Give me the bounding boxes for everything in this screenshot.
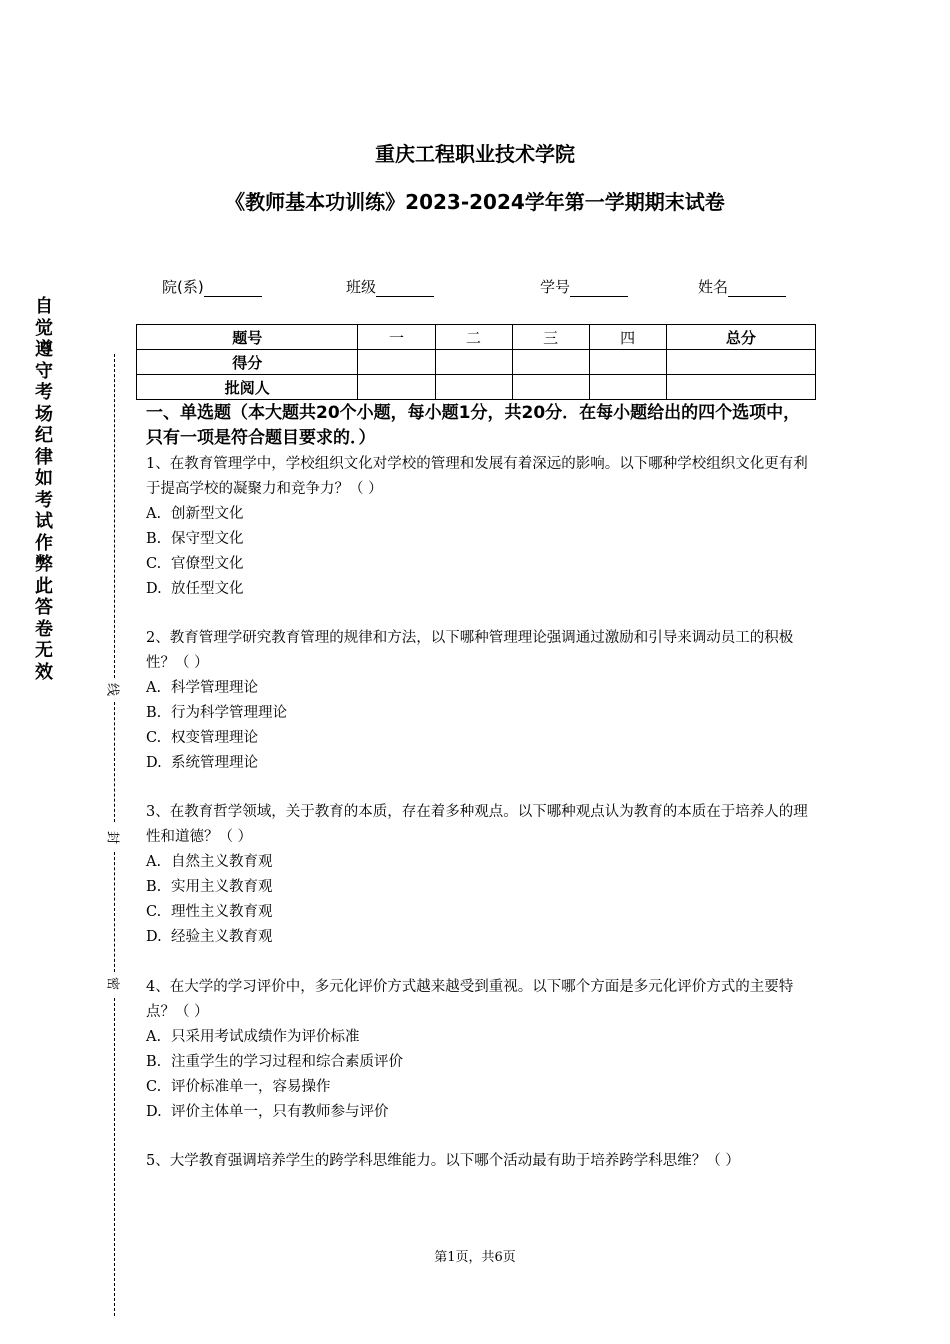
option-text: 权变管理理论: [171, 730, 258, 746]
name-label: 姓名: [698, 278, 729, 296]
score-header-cell: 一: [358, 325, 435, 350]
option-letter: D.: [146, 755, 162, 771]
option-text: 理性主义教育观: [171, 904, 273, 920]
option-letter: C.: [146, 556, 162, 572]
score-cell[interactable]: [358, 350, 435, 375]
answer-option[interactable]: [146, 1025, 816, 1050]
option-letter: B.: [146, 705, 162, 721]
option-letter: C.: [146, 730, 162, 746]
option-letter: B.: [146, 1054, 162, 1070]
score-row-label: 批阅人: [137, 375, 358, 400]
score-cell[interactable]: [358, 375, 435, 400]
question-item: [146, 1149, 816, 1174]
answer-option[interactable]: [146, 502, 816, 527]
answer-option[interactable]: [146, 900, 816, 925]
option-text: 行为科学管理理论: [171, 705, 287, 721]
option-letter: A.: [146, 680, 162, 696]
option-text: 自然主义教育观: [171, 854, 273, 870]
score-table-header-row: [137, 325, 816, 350]
class-label: 班级: [346, 278, 377, 296]
department-blank[interactable]: [204, 282, 262, 297]
score-header-cell: 四: [589, 325, 666, 350]
score-cell[interactable]: [589, 375, 666, 400]
score-cell[interactable]: [666, 350, 815, 375]
option-text: 放任型文化: [171, 581, 244, 597]
answer-option[interactable]: [146, 751, 816, 776]
binding-seal-label: 封: [105, 828, 124, 848]
student-id-blank[interactable]: [570, 282, 628, 297]
student-id-field: [540, 276, 628, 297]
student-id-label: 学号: [540, 278, 571, 296]
option-text: 创新型文化: [171, 506, 244, 522]
option-letter: D.: [146, 929, 162, 945]
score-row-label: 得分: [137, 350, 358, 375]
binding-line-label: 线: [105, 680, 124, 700]
question-item: [146, 975, 816, 1125]
answer-option[interactable]: [146, 676, 816, 701]
option-text: 只采用考试成绩作为评价标准: [171, 1029, 360, 1045]
option-text: 经验主义教育观: [171, 929, 273, 945]
exam-title: 《教师基本功训练》2023-2024学年第一学期期末试卷: [225, 190, 725, 214]
question-stem: 4、在大学的学习评价中，多元化评价方式越来越受到重视。以下哪个方面是多元化评价方式的主要特点？（ ）: [146, 979, 794, 1020]
question-item: [146, 800, 816, 950]
page-footer: 第1页，共6页: [434, 1250, 516, 1265]
score-cell[interactable]: [666, 375, 815, 400]
school-name: 重庆工程职业技术学院: [375, 142, 575, 166]
option-letter: A.: [146, 1029, 162, 1045]
option-text: 评价标准单一，容易操作: [171, 1079, 331, 1095]
section-heading: 一、单选题（本大题共20个小题，每小题1分，共20分．在每小题给出的四个选项中，只有一项是符合题目要求的．）: [146, 403, 801, 448]
option-letter: C.: [146, 1079, 162, 1095]
exam-discipline-notice: 自 觉 遵 守 考 场 纪 律 如 考 试 作 弊 此 答 卷 无 效: [35, 296, 53, 683]
score-cell[interactable]: [435, 350, 512, 375]
binding-line-segment: [114, 354, 115, 678]
score-table-row: [137, 375, 816, 400]
question-stem: 1、在教育管理学中，学校组织文化对学校的管理和发展有着深远的影响。以下哪种学校组织文化更有利于提高学校的凝聚力和竞争力？（ ）: [146, 456, 808, 497]
option-letter: A.: [146, 854, 162, 870]
answer-option[interactable]: [146, 925, 816, 950]
option-letter: D.: [146, 1104, 162, 1120]
option-letter: B.: [146, 879, 162, 895]
score-table-row: [137, 350, 816, 375]
score-header-cell: 二: [435, 325, 512, 350]
question-item: [146, 626, 816, 776]
score-cell[interactable]: [435, 375, 512, 400]
binding-line-segment: [114, 702, 115, 822]
answer-option[interactable]: [146, 577, 816, 602]
option-text: 保守型文化: [171, 531, 244, 547]
binding-line-segment: [114, 998, 115, 1316]
answer-option[interactable]: [146, 1075, 816, 1100]
question-item: [146, 452, 816, 602]
answer-option[interactable]: [146, 1050, 816, 1075]
answer-option[interactable]: [146, 1100, 816, 1125]
score-cell[interactable]: [512, 350, 589, 375]
score-header-cell: 题号: [137, 325, 358, 350]
score-table: [136, 324, 816, 400]
score-header-cell: 总分: [666, 325, 815, 350]
question-stem: 2、教育管理学研究教育管理的规律和方法，以下哪种管理理论强调通过激励和引导来调动员工的积极性？（ ）: [146, 630, 794, 671]
option-letter: D.: [146, 581, 162, 597]
name-field: [698, 276, 786, 297]
question-stem: 3、在教育哲学领域，关于教育的本质，存在着多种观点。以下哪种观点认为教育的本质在于培养人的理性和道德？（ ）: [146, 804, 808, 845]
score-cell[interactable]: [589, 350, 666, 375]
option-text: 官僚型文化: [171, 556, 244, 572]
binding-line-segment: [114, 852, 115, 972]
option-text: 注重学生的学习过程和综合素质评价: [171, 1054, 403, 1070]
answer-option[interactable]: [146, 552, 816, 577]
class-blank[interactable]: [376, 282, 434, 297]
option-text: 实用主义教育观: [171, 879, 273, 895]
score-header-cell: 三: [512, 325, 589, 350]
answer-option[interactable]: [146, 527, 816, 552]
option-letter: B.: [146, 531, 162, 547]
department-field: [162, 276, 262, 297]
department-label: 院(系): [162, 278, 204, 296]
class-field: [346, 276, 434, 297]
answer-option[interactable]: [146, 726, 816, 751]
answer-option[interactable]: [146, 850, 816, 875]
option-letter: C.: [146, 904, 162, 920]
score-cell[interactable]: [512, 375, 589, 400]
answer-option[interactable]: [146, 875, 816, 900]
option-letter: A.: [146, 506, 162, 522]
name-blank[interactable]: [728, 282, 786, 297]
question-stem: 5、大学教育强调培养学生的跨学科思维能力。以下哪个活动最有助于培养跨学科思维？（ ）: [146, 1153, 740, 1169]
option-text: 评价主体单一，只有教师参与评价: [171, 1104, 389, 1120]
option-text: 系统管理理论: [171, 755, 258, 771]
binding-close-label: 密: [105, 974, 124, 994]
answer-option[interactable]: [146, 701, 816, 726]
option-text: 科学管理理论: [171, 680, 258, 696]
